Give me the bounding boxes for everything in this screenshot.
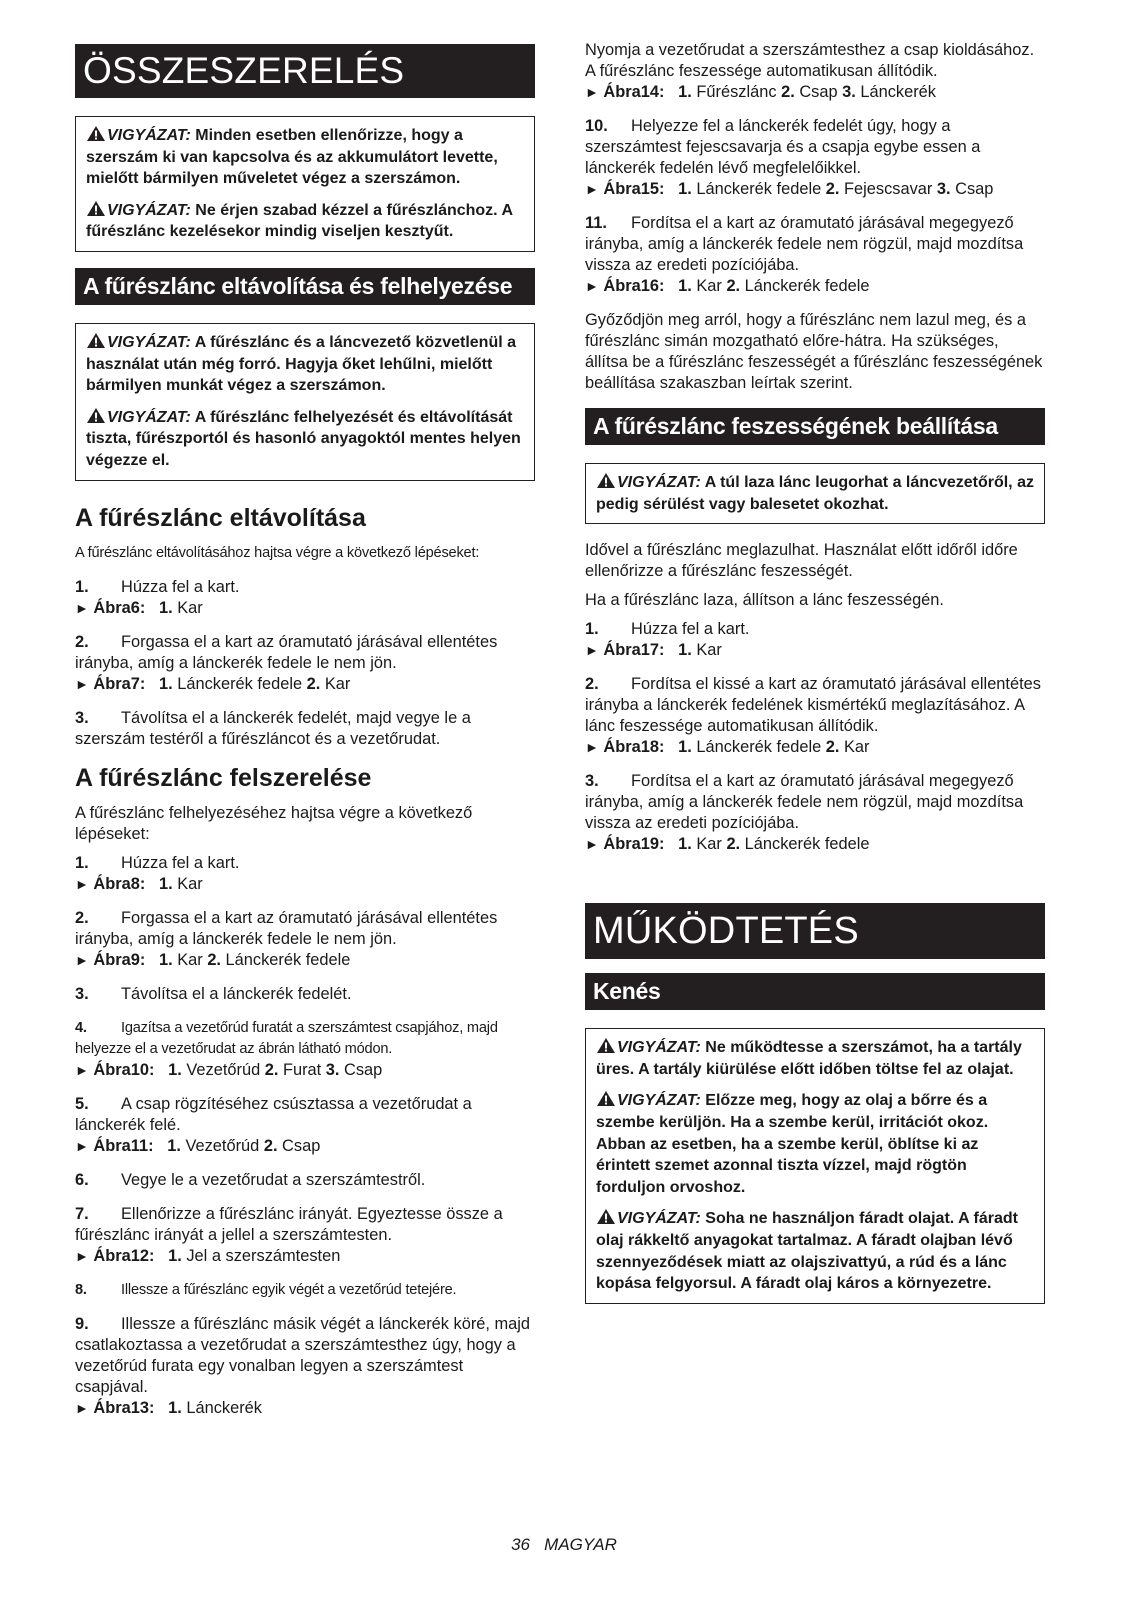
step-text bbox=[75, 577, 535, 598]
caution-body: A fűrészlánc és a láncvezető közvetlenül a használat után még forró. Hagyja őket lehűlni, mielőtt bármilyen munkát végez a szerszámon. bbox=[86, 333, 517, 395]
arrow-right-icon: ► bbox=[585, 278, 599, 294]
caution-label: VIGYÁZAT: bbox=[617, 1092, 701, 1110]
step-body: Illessze a fűrészlánc egyik végét a vezetőrúd tetejére. bbox=[121, 1281, 457, 1298]
step-body: Húzza fel a kart. bbox=[631, 620, 750, 639]
ref-label: Fűrészlánc bbox=[691, 83, 782, 101]
figure-label: Ábra11: bbox=[93, 1136, 154, 1155]
caution-text bbox=[596, 1037, 1034, 1080]
figure-reference bbox=[75, 1246, 535, 1267]
list-item bbox=[585, 619, 1045, 661]
list-item bbox=[585, 674, 1045, 758]
caution-text bbox=[86, 200, 524, 243]
step-number: 1. bbox=[585, 620, 599, 639]
arrow-right-icon: ► bbox=[585, 181, 599, 197]
step-text bbox=[585, 771, 1045, 834]
step-body: Igazítsa a vezetőrúd furatát a szerszámtest csapjához, majd helyezze el a vezetőrudat az ábrán látható módon. bbox=[75, 1019, 498, 1057]
step-text bbox=[75, 632, 535, 674]
ref-label: Fejescsavar bbox=[839, 180, 937, 198]
ref-label: Kar bbox=[320, 674, 351, 693]
step-text bbox=[75, 908, 535, 950]
warning-triangle-icon bbox=[596, 1090, 616, 1107]
step-number: 1. bbox=[75, 577, 89, 596]
ref-label: Kar bbox=[839, 738, 870, 757]
tension-paragraph-1: Idővel a fűrészlánc meglazulhat. Használat előtt időről időre ellenőrizze a fűrészlánc feszességét. bbox=[585, 541, 1018, 581]
warning-triangle-icon bbox=[86, 407, 106, 424]
step-number: 8. bbox=[75, 1281, 87, 1298]
ref-number: 2. bbox=[263, 1136, 278, 1155]
ref-label: Kar bbox=[691, 277, 727, 295]
list-item bbox=[585, 771, 1045, 855]
page-number: 36 bbox=[511, 1535, 530, 1554]
list-item bbox=[585, 116, 1045, 200]
ref-label: Csap bbox=[277, 1136, 321, 1155]
step-body: Ellenőrizze a fűrészlánc irányát. Egyeztesse össze a fűrészlánc irányát a jellel a szerszámtesten. bbox=[75, 1204, 503, 1244]
arrow-right-icon: ► bbox=[75, 875, 89, 892]
figure-reference bbox=[585, 82, 1045, 103]
ref-number: 3. bbox=[936, 180, 951, 198]
step-text: Nyomja a vezetőrudat a szerszámtesthez a csap kioldásához. A fűrészlánc feszessége automatikusan állítódik. bbox=[585, 41, 1035, 80]
step-body: Távolítsa el a lánckerék fedelét. bbox=[121, 984, 352, 1003]
ref-number: 2. bbox=[306, 674, 321, 693]
step-number: 7. bbox=[75, 1204, 89, 1223]
step-number: 1. bbox=[75, 853, 89, 872]
step-text bbox=[585, 674, 1045, 737]
caution-box bbox=[585, 1028, 1045, 1304]
ref-number: 2. bbox=[726, 277, 741, 295]
ref-label: Csap bbox=[950, 180, 994, 198]
install-steps-continued bbox=[585, 116, 1045, 297]
list-item bbox=[75, 853, 535, 895]
figure-label: Ábra12: bbox=[93, 1246, 155, 1265]
figure-reference bbox=[585, 640, 1045, 661]
step-number: 3. bbox=[75, 708, 89, 727]
removal-intro: A fűrészlánc eltávolításához hajtsa végre a következő lépéseket: bbox=[75, 544, 480, 561]
check-paragraph: Győződjön meg arról, hogy a fűrészlánc nem lazul meg, és a fűrészlánc simán mozgatható előre-hátra. Ha szükséges, állítsa be a fűrészlánc feszességét a fűrészlánc feszességének beállítása szakaszban leírtak szerint. bbox=[585, 311, 1043, 392]
ref-label: Lánckerék fedele bbox=[691, 738, 826, 757]
step-number: 3. bbox=[75, 984, 89, 1003]
step-body: A csap rögzítéséhez csúsztassa a vezetőrudat a lánckerék felé. bbox=[75, 1094, 472, 1134]
install-steps bbox=[75, 853, 535, 1419]
subsection-bar-removal-install: A fűrészlánc eltávolítása és felhelyezése bbox=[75, 268, 535, 305]
step-text bbox=[585, 116, 1045, 179]
list-item bbox=[75, 1280, 535, 1301]
step-body: Húzza fel a kart. bbox=[121, 577, 240, 596]
ref-number: 2. bbox=[781, 83, 795, 101]
caution-text bbox=[86, 125, 524, 190]
step-text bbox=[75, 1314, 535, 1398]
caution-text bbox=[596, 1208, 1034, 1294]
ref-number: 2. bbox=[726, 835, 741, 854]
caution-body: Soha ne használjon fáradt olajat. A fáradt olaj rákkeltő anyagokat tartalmaz. A fáradt olajban lévő szennyeződések miatt az olajszivattyú, a rúd és a lánc kopása felgyorsul. A fáradt olaj káros a környezetre. bbox=[596, 1210, 1018, 1293]
step-body: Fordítsa el a kart az óramutató járásával megegyező irányba, amíg a lánckerék fedele nem rögzül, majd mozdítsa vissza az eredeti pozíciójába. bbox=[585, 772, 1024, 833]
step-number: 6. bbox=[75, 1170, 89, 1189]
figure-reference bbox=[75, 1136, 535, 1157]
ref-number: 1. bbox=[168, 1398, 182, 1417]
right-column bbox=[585, 41, 1045, 1320]
ref-number: 1. bbox=[167, 1136, 181, 1155]
ref-number: 2. bbox=[825, 738, 840, 757]
caution-label: VIGYÁZAT: bbox=[617, 1039, 701, 1057]
arrow-right-icon: ► bbox=[585, 836, 599, 853]
step-text bbox=[75, 1280, 535, 1301]
arrow-right-icon: ► bbox=[75, 675, 89, 692]
caution-box bbox=[75, 323, 535, 481]
step-continued bbox=[585, 40, 1045, 103]
tension-steps bbox=[585, 619, 1045, 855]
figure-label: Ábra15: bbox=[603, 180, 665, 198]
arrow-right-icon: ► bbox=[75, 599, 89, 616]
step-text bbox=[75, 708, 535, 750]
ref-number: 2. bbox=[825, 180, 840, 198]
caution-text bbox=[596, 1090, 1034, 1198]
ref-number: 1. bbox=[678, 641, 692, 660]
ref-label: Csap bbox=[794, 83, 843, 101]
step-body: Forgassa el a kart az óramutató járásával ellentétes irányba, amíg a lánckerék fedele le nem jön. bbox=[75, 908, 498, 948]
figure-label: Ábra16: bbox=[603, 277, 665, 295]
ref-number: 1. bbox=[159, 598, 173, 617]
list-item bbox=[75, 1018, 535, 1081]
figure-label: Ábra19: bbox=[603, 835, 665, 854]
ref-label: Lánckerék bbox=[855, 83, 936, 101]
step-body: Forgassa el a kart az óramutató járásával ellentétes irányba, amíg a lánckerék fedele le nem jön. bbox=[75, 632, 498, 672]
caution-text bbox=[86, 332, 524, 397]
caution-label: VIGYÁZAT: bbox=[107, 408, 191, 426]
section-title-assembly: ÖSSZESZERELÉS bbox=[75, 44, 535, 98]
step-text bbox=[75, 1170, 535, 1191]
caution-label: VIGYÁZAT: bbox=[107, 201, 191, 219]
step-text bbox=[585, 619, 1045, 640]
step-number: 11. bbox=[585, 214, 607, 232]
caution-box bbox=[585, 463, 1045, 524]
step-text bbox=[75, 853, 535, 874]
figure-label: Ábra8: bbox=[93, 874, 146, 893]
step-text bbox=[75, 1204, 535, 1246]
step-number: 2. bbox=[75, 632, 89, 651]
warning-triangle-icon bbox=[596, 472, 616, 489]
figure-reference bbox=[585, 737, 1045, 758]
figure-label: Ábra18: bbox=[603, 738, 665, 757]
step-text bbox=[75, 1094, 535, 1136]
ref-label: Vezetőrúd bbox=[180, 1136, 264, 1155]
subsection-bar-lubrication: Kenés bbox=[585, 973, 1045, 1010]
ref-label: Furat bbox=[278, 1060, 326, 1079]
list-item bbox=[75, 908, 535, 971]
list-item bbox=[585, 213, 1045, 297]
warning-triangle-icon bbox=[596, 1037, 616, 1054]
ref-number: 1. bbox=[678, 277, 692, 295]
caution-body: Előzze meg, hogy az olaj a bőrre és a szembe kerüljön. Ha a szembe kerül, irritációt okoz. Abban az esetben, ha a szembe kerül, öblítse ki az érintett szemet azonnal tiszta vízzel, majd rögtön forduljon orvoshoz. bbox=[596, 1092, 989, 1196]
list-item bbox=[75, 708, 535, 750]
list-item bbox=[75, 1204, 535, 1267]
ref-label: Vezetőrúd bbox=[181, 1060, 265, 1079]
arrow-right-icon: ► bbox=[585, 642, 599, 659]
ref-number: 1. bbox=[168, 1060, 182, 1079]
step-number: 2. bbox=[585, 675, 599, 694]
removal-steps bbox=[75, 577, 535, 750]
ref-number: 3. bbox=[325, 1060, 340, 1079]
subsection-bar-tension: A fűrészlánc feszességének beállítása bbox=[585, 408, 1045, 445]
caution-body: Minden esetben ellenőrizze, hogy a szerszám ki van kapcsolva és az akkumulátort levette, mielőtt bármilyen műveletet végez a szerszámon. bbox=[86, 127, 498, 188]
ref-number: 3. bbox=[842, 83, 856, 101]
ref-label: Jel a szerszámtesten bbox=[181, 1246, 341, 1265]
figure-reference bbox=[75, 674, 535, 695]
list-item bbox=[75, 1170, 535, 1191]
figure-reference bbox=[75, 874, 535, 895]
ref-number: 1. bbox=[159, 674, 173, 693]
warning-triangle-icon bbox=[596, 1208, 616, 1225]
figure-reference bbox=[585, 179, 1045, 200]
warning-triangle-icon bbox=[86, 200, 106, 217]
caution-box bbox=[75, 116, 535, 252]
caution-text bbox=[596, 472, 1034, 515]
arrow-right-icon: ► bbox=[75, 951, 89, 968]
step-text bbox=[75, 1018, 535, 1060]
ref-label: Kar bbox=[172, 598, 203, 617]
left-column bbox=[75, 44, 535, 1432]
ref-number: 1. bbox=[678, 835, 692, 854]
step-number: 9. bbox=[75, 1314, 89, 1333]
arrow-right-icon: ► bbox=[75, 1061, 89, 1078]
ref-label: Kar bbox=[172, 950, 208, 969]
ref-number: 1. bbox=[159, 950, 173, 969]
list-item bbox=[75, 1094, 535, 1157]
list-item bbox=[75, 632, 535, 695]
caution-label: VIGYÁZAT: bbox=[107, 333, 191, 351]
step-number: 2. bbox=[75, 908, 89, 927]
heading-removal: A fűrészlánc eltávolítása bbox=[75, 503, 366, 532]
step-body: Illessze a fűrészlánc másik végét a lánckerék köré, majd csatlakoztassa a vezetőrudat a szerszámtesthez úgy, hogy a vezetőrúd furata egy vonalban legyen a szerszámtest csapjával. bbox=[75, 1314, 531, 1396]
caution-body: Ne érjen szabad kézzel a fűrészlánchoz. A fűrészlánc kezelésekor mindig viseljen kesztyűt. bbox=[86, 201, 513, 241]
step-text bbox=[585, 213, 1045, 276]
caution-body: A fűrészlánc felhelyezését és eltávolítását tiszta, fűrészportól és hasonló anyagoktól mentes helyen végezze el. bbox=[86, 408, 521, 469]
figure-label: Ábra17: bbox=[603, 641, 665, 660]
ref-number: 2. bbox=[264, 1060, 279, 1079]
ref-number: 1. bbox=[678, 83, 692, 101]
caution-label: VIGYÁZAT: bbox=[107, 127, 191, 144]
figure-label: Ábra7: bbox=[93, 674, 146, 693]
ref-number: 1. bbox=[168, 1246, 182, 1265]
ref-number: 1. bbox=[678, 738, 692, 757]
arrow-right-icon: ► bbox=[75, 1247, 89, 1264]
step-number: 4. bbox=[75, 1019, 87, 1036]
step-body: Vegye le a vezetőrudat a szerszámtestről. bbox=[121, 1170, 426, 1189]
step-number: 3. bbox=[585, 772, 599, 791]
ref-label: Lánckerék fedele bbox=[740, 835, 870, 854]
figure-reference bbox=[75, 1060, 535, 1081]
arrow-right-icon: ► bbox=[75, 1137, 89, 1154]
arrow-right-icon: ► bbox=[585, 739, 599, 756]
caution-label: VIGYÁZAT: bbox=[617, 474, 701, 491]
figure-label: Ábra14: bbox=[603, 83, 665, 101]
caution-body: Ne működtesse a szerszámot, ha a tartály üres. A tartály kiürülése előtt időben töltse fel az olajat. bbox=[596, 1039, 1022, 1078]
ref-number: 1. bbox=[678, 180, 692, 198]
arrow-right-icon: ► bbox=[75, 1399, 89, 1416]
page-language: MAGYAR bbox=[544, 1535, 617, 1554]
warning-triangle-icon bbox=[86, 125, 106, 142]
step-number: 10. bbox=[585, 117, 608, 135]
ref-number: 2. bbox=[207, 950, 221, 969]
ref-label: Lánckerék fedele bbox=[220, 950, 351, 969]
caution-label: VIGYÁZAT: bbox=[617, 1210, 701, 1228]
ref-label: Lánckerék bbox=[181, 1398, 262, 1417]
figure-label: Ábra13: bbox=[93, 1398, 155, 1417]
figure-label: Ábra6: bbox=[93, 598, 146, 617]
step-body: Fordítsa el kissé a kart az óramutató járásával ellentétes irányba a lánckerék fedelének kismértékű meglazításához. A lánc feszessége automatikusan állítódik. bbox=[585, 675, 1041, 736]
figure-label: Ábra10: bbox=[93, 1060, 155, 1079]
list-item bbox=[75, 984, 535, 1005]
warning-triangle-icon bbox=[86, 332, 106, 349]
step-text bbox=[75, 984, 535, 1005]
figure-reference bbox=[75, 950, 535, 971]
step-body: Távolítsa el a lánckerék fedelét, majd vegye le a szerszám testéről a fűrészláncot és a vezetőrudat. bbox=[75, 708, 471, 748]
ref-label: Kar bbox=[691, 835, 727, 854]
install-intro: A fűrészlánc felhelyezéséhez hajtsa végre a következő lépéseket: bbox=[75, 803, 473, 843]
heading-install: A fűrészlánc felszerelése bbox=[75, 763, 372, 792]
ref-label: Kar bbox=[172, 874, 203, 893]
figure-reference bbox=[585, 834, 1045, 855]
ref-label: Lánckerék fedele bbox=[691, 180, 826, 198]
ref-number: 1. bbox=[159, 874, 173, 893]
ref-label: Kar bbox=[691, 641, 722, 660]
step-body: Helyezze fel a lánckerék fedelét úgy, hogy a szerszámtest fejescsavarja és a csapja egybe essen a lánckerék fedelén lévő megfelelőikkel. bbox=[585, 117, 981, 177]
figure-reference bbox=[585, 276, 1045, 297]
caution-text bbox=[86, 407, 524, 472]
step-body: Húzza fel a kart. bbox=[121, 853, 240, 872]
section-title-operation: MŰKÖDTETÉS bbox=[585, 903, 1045, 959]
figure-label: Ábra9: bbox=[93, 950, 146, 969]
list-item bbox=[75, 577, 535, 619]
ref-label: Csap bbox=[339, 1060, 383, 1079]
caution-body: A túl laza lánc leugorhat a láncvezetőről, az pedig sérülést vagy balesetet okozhat. bbox=[596, 474, 1034, 513]
page-footer bbox=[0, 1535, 1128, 1555]
figure-reference bbox=[75, 598, 535, 619]
ref-label: Lánckerék fedele bbox=[740, 277, 870, 295]
figure-reference bbox=[75, 1398, 535, 1419]
step-number: 5. bbox=[75, 1094, 89, 1113]
ref-label: Lánckerék fedele bbox=[172, 674, 307, 693]
list-item bbox=[75, 1314, 535, 1419]
step-body: Fordítsa el a kart az óramutató járásával megegyező irányba, amíg a lánckerék fedele nem rögzül, majd mozdítsa vissza az eredeti pozíciójába. bbox=[585, 214, 1024, 274]
tension-paragraph-2: Ha a fűrészlánc laza, állítson a lánc feszességén. bbox=[585, 591, 944, 610]
arrow-right-icon: ► bbox=[585, 84, 599, 100]
